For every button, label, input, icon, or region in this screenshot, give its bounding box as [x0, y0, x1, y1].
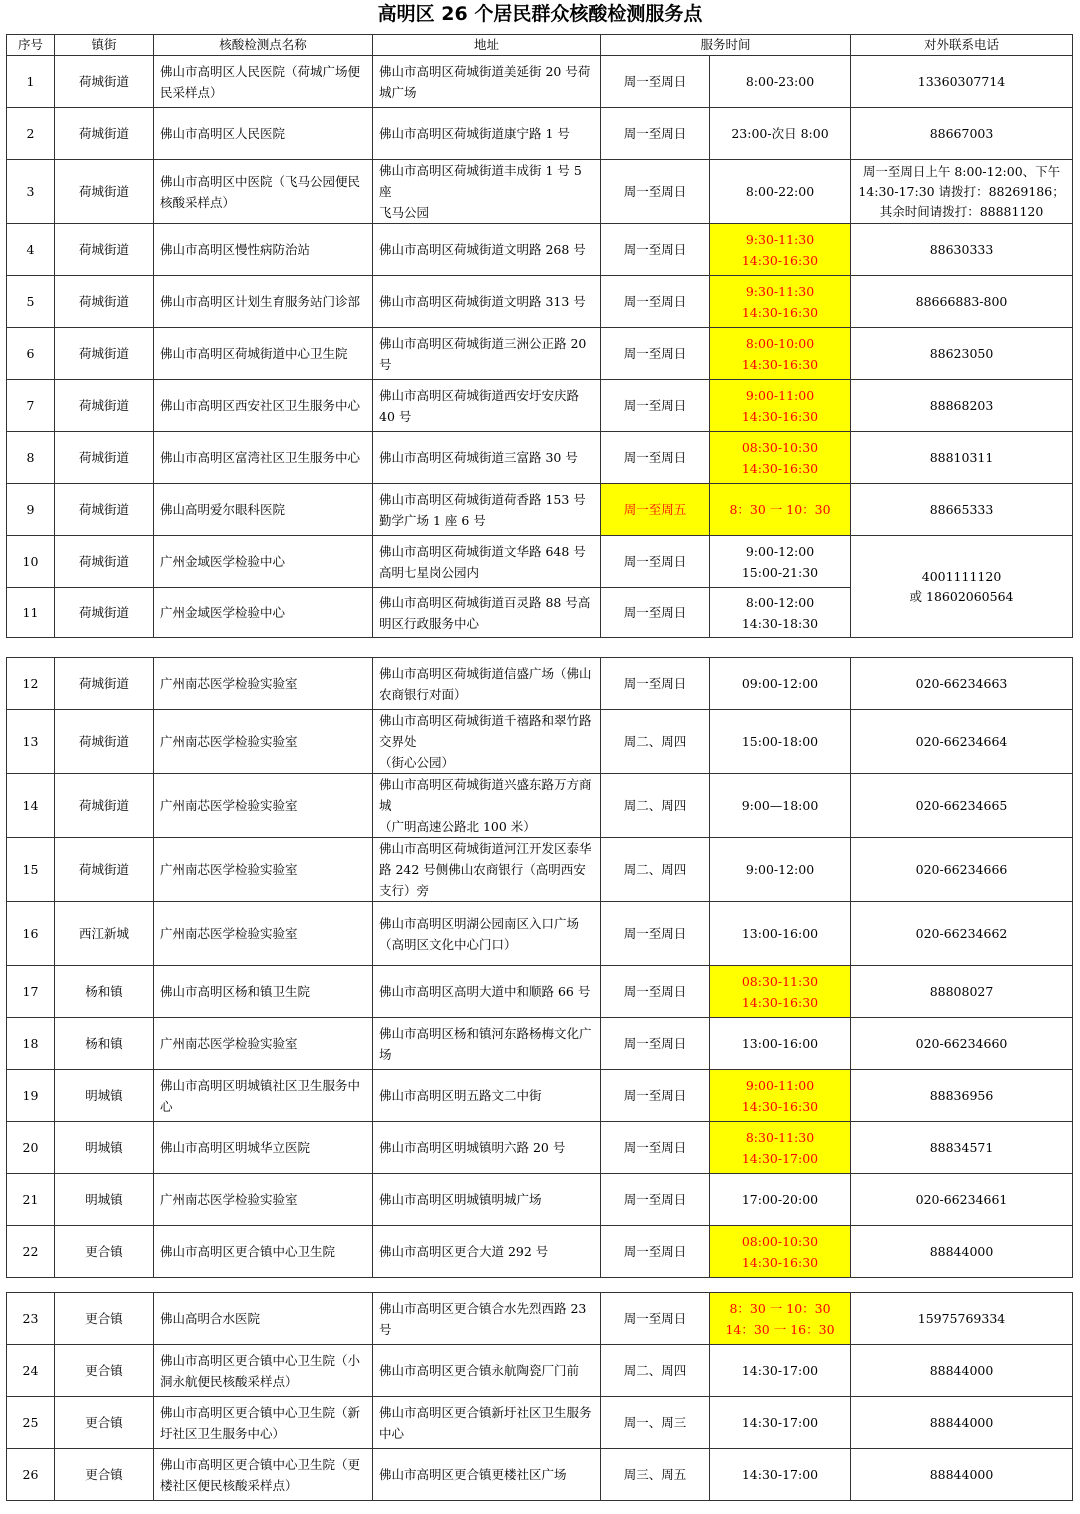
cell-site-name: 广州南芯医学检验实验室 — [154, 710, 373, 774]
cell-phone: 88844000 — [851, 1449, 1073, 1501]
cell-address: 佛山市高明区荷城街道康宁路 1 号 — [373, 108, 601, 160]
cell-address: 佛山市高明区更合镇新圩社区卫生服务中心 — [373, 1397, 601, 1449]
cell-time: 13:00-16:00 — [710, 1018, 851, 1070]
cell-days: 周二、周四 — [601, 1345, 710, 1397]
cell-days: 周一至周日 — [601, 1122, 710, 1174]
cell-time: 15:00-18:00 — [710, 710, 851, 774]
header-address: 地址 — [373, 35, 601, 56]
cell-address: 佛山市高明区明城镇明六路 20 号 — [373, 1122, 601, 1174]
cell-address: 佛山市高明区荷城街道美延街 20 号荷城广场 — [373, 56, 601, 108]
table-section-2 — [6, 657, 1073, 1278]
cell-address: 佛山市高明区荷城街道荷香路 153 号勤学广场 1 座 6 号 — [373, 484, 601, 536]
cell-days: 周一至周日 — [601, 1226, 710, 1278]
cell-seq: 2 — [7, 108, 55, 160]
cell-days: 周一至周日 — [601, 1018, 710, 1070]
table-row — [7, 658, 1073, 710]
cell-seq: 26 — [7, 1449, 55, 1501]
cell-address: 佛山市高明区荷城街道文明路 313 号 — [373, 276, 601, 328]
cell-site-name: 佛山市高明区明城华立医院 — [154, 1122, 373, 1174]
cell-seq: 7 — [7, 380, 55, 432]
cell-seq: 12 — [7, 658, 55, 710]
table-section-3 — [6, 1292, 1073, 1501]
cell-time: 08:30-10:30 14:30-16:30 — [710, 432, 851, 484]
cell-district: 荷城街道 — [55, 160, 154, 224]
cell-site-name: 广州南芯医学检验实验室 — [154, 774, 373, 838]
cell-days: 周二、周四 — [601, 710, 710, 774]
cell-site-name: 佛山市高明区更合镇中心卫生院 — [154, 1226, 373, 1278]
cell-district: 更合镇 — [55, 1449, 154, 1501]
cell-site-name: 广州南芯医学检验实验室 — [154, 1174, 373, 1226]
cell-phone: 020-66234663 — [851, 658, 1073, 710]
cell-address: 佛山市高明区荷城街道千禧路和翠竹路交界处 （街心公园） — [373, 710, 601, 774]
cell-seq: 23 — [7, 1293, 55, 1345]
cell-site-name: 佛山市高明区杨和镇卫生院 — [154, 966, 373, 1018]
header-row-1 — [7, 35, 1073, 56]
cell-seq: 25 — [7, 1397, 55, 1449]
header-phone: 对外联系电话 — [851, 35, 1073, 56]
cell-time: 9:00-12:00 — [710, 838, 851, 902]
cell-time: 8:30-11:30 14:30-17:00 — [710, 1122, 851, 1174]
table-row — [7, 902, 1073, 966]
cell-site-name: 广州金域医学检验中心 — [154, 588, 373, 638]
cell-time: 17:00-20:00 — [710, 1174, 851, 1226]
cell-seq: 13 — [7, 710, 55, 774]
cell-phone: 88630333 — [851, 224, 1073, 276]
cell-phone: 88665333 — [851, 484, 1073, 536]
cell-seq: 10 — [7, 536, 55, 588]
cell-site-name: 广州南芯医学检验实验室 — [154, 1018, 373, 1070]
cell-district: 更合镇 — [55, 1345, 154, 1397]
cell-seq: 21 — [7, 1174, 55, 1226]
cell-days: 周二、周四 — [601, 838, 710, 902]
cell-district: 荷城街道 — [55, 380, 154, 432]
cell-time: 13:00-16:00 — [710, 902, 851, 966]
cell-time: 9:30-11:30 14:30-16:30 — [710, 224, 851, 276]
cell-phone: 88623050 — [851, 328, 1073, 380]
table-row — [7, 1449, 1073, 1501]
cell-district: 荷城街道 — [55, 710, 154, 774]
cell-site-name: 佛山市高明区荷城街道中心卫生院 — [154, 328, 373, 380]
cell-district: 荷城街道 — [55, 838, 154, 902]
cell-site-name: 佛山市高明区富湾社区卫生服务中心 — [154, 432, 373, 484]
cell-address: 佛山市高明区荷城街道文华路 648 号高明七星岗公园内 — [373, 536, 601, 588]
cell-address: 佛山市高明区荷城街道兴盛东路万方商城 （广明高速公路北 100 米） — [373, 774, 601, 838]
cell-site-name: 佛山高明爱尔眼科医院 — [154, 484, 373, 536]
cell-seq: 9 — [7, 484, 55, 536]
testing-sites-table-1 — [6, 34, 1073, 638]
cell-days: 周一至周日 — [601, 380, 710, 432]
cell-time: 08:00-10:30 14:30-16:30 — [710, 1226, 851, 1278]
cell-site-name: 广州南芯医学检验实验室 — [154, 902, 373, 966]
cell-days: 周二、周四 — [601, 774, 710, 838]
cell-district: 荷城街道 — [55, 108, 154, 160]
cell-phone: 88844000 — [851, 1397, 1073, 1449]
cell-district: 明城镇 — [55, 1070, 154, 1122]
cell-time: 9:00-11:00 14:30-16:30 — [710, 380, 851, 432]
cell-address: 佛山市高明区荷城街道信盛广场（佛山农商银行对面） — [373, 658, 601, 710]
cell-days: 周一至周日 — [601, 536, 710, 588]
cell-phone: 88834571 — [851, 1122, 1073, 1174]
cell-time: 8:00-12:00 14:30-18:30 — [710, 588, 851, 638]
cell-days: 周一至周日 — [601, 160, 710, 224]
table-row — [7, 276, 1073, 328]
cell-seq: 17 — [7, 966, 55, 1018]
cell-address: 佛山市高明区荷城街道丰成街 1 号 5 座 飞马公园 — [373, 160, 601, 224]
cell-seq: 11 — [7, 588, 55, 638]
cell-time: 9:30-11:30 14:30-16:30 — [710, 276, 851, 328]
table-row — [7, 966, 1073, 1018]
cell-district: 荷城街道 — [55, 276, 154, 328]
cell-seq: 4 — [7, 224, 55, 276]
cell-district: 荷城街道 — [55, 224, 154, 276]
cell-seq: 3 — [7, 160, 55, 224]
table-row — [7, 774, 1073, 838]
cell-seq: 24 — [7, 1345, 55, 1397]
cell-district: 荷城街道 — [55, 588, 154, 638]
cell-days: 周三、周五 — [601, 1449, 710, 1501]
cell-seq: 19 — [7, 1070, 55, 1122]
cell-phone: 15975769334 — [851, 1293, 1073, 1345]
cell-days: 周一至周日 — [601, 432, 710, 484]
table-row — [7, 1018, 1073, 1070]
cell-seq: 16 — [7, 902, 55, 966]
cell-days: 周一至周日 — [601, 1174, 710, 1226]
table-row — [7, 1174, 1073, 1226]
cell-address: 佛山市高明区荷城街道文明路 268 号 — [373, 224, 601, 276]
cell-address: 佛山市高明区明湖公园南区入口广场 （高明区文化中心门口） — [373, 902, 601, 966]
cell-days: 周一至周日 — [601, 588, 710, 638]
cell-time: 9:00-12:00 15:00-21:30 — [710, 536, 851, 588]
cell-seq: 22 — [7, 1226, 55, 1278]
cell-phone: 88808027 — [851, 966, 1073, 1018]
cell-district: 荷城街道 — [55, 658, 154, 710]
cell-site-name: 佛山市高明区慢性病防治站 — [154, 224, 373, 276]
header-service-time: 服务时间 — [601, 35, 851, 56]
table-section-1 — [6, 34, 1073, 638]
cell-time: 08:30-11:30 14:30-16:30 — [710, 966, 851, 1018]
cell-days: 周一至周日 — [601, 276, 710, 328]
table-row — [7, 328, 1073, 380]
table-row — [7, 1070, 1073, 1122]
cell-seq: 18 — [7, 1018, 55, 1070]
cell-time: 14:30-17:00 — [710, 1449, 851, 1501]
cell-days: 周一至周日 — [601, 108, 710, 160]
page-title: 高明区 26 个居民群众核酸检测服务点 — [377, 3, 703, 25]
table-row — [7, 1226, 1073, 1278]
cell-district: 荷城街道 — [55, 536, 154, 588]
cell-days: 周一至周日 — [601, 56, 710, 108]
cell-time: 8：30 一 10：30 14：30 一 16：30 — [710, 1293, 851, 1345]
cell-days: 周一至周日 — [601, 966, 710, 1018]
cell-address: 佛山市高明区荷城街道百灵路 88 号高明区行政服务中心 — [373, 588, 601, 638]
cell-phone: 13360307714 — [851, 56, 1073, 108]
cell-address: 佛山市高明区荷城街道西安圩安庆路 40 号 — [373, 380, 601, 432]
cell-phone: 4001111120 或 18602060564 — [851, 536, 1073, 638]
cell-district: 荷城街道 — [55, 774, 154, 838]
cell-days: 周一至周日 — [601, 1293, 710, 1345]
cell-site-name: 佛山市高明区西安社区卫生服务中心 — [154, 380, 373, 432]
table-row — [7, 224, 1073, 276]
cell-site-name: 佛山市高明区明城镇社区卫生服务中心 — [154, 1070, 373, 1122]
cell-phone: 88667003 — [851, 108, 1073, 160]
table-row — [7, 1345, 1073, 1397]
cell-address: 佛山市高明区更合镇更楼社区广场 — [373, 1449, 601, 1501]
cell-time: 14:30-17:00 — [710, 1345, 851, 1397]
cell-phone: 周一至周日上午 8:00-12:00、下午 14:30-17:30 请拨打：88269186； 其余时间请拨打：88881120 — [851, 160, 1073, 224]
cell-time: 23:00-次日 8:00 — [710, 108, 851, 160]
cell-address: 佛山市高明区更合大道 292 号 — [373, 1226, 601, 1278]
cell-seq: 5 — [7, 276, 55, 328]
table-row — [7, 536, 1073, 588]
testing-sites-table-2 — [6, 657, 1073, 1278]
cell-seq: 14 — [7, 774, 55, 838]
table-row — [7, 56, 1073, 108]
cell-time: 8：30 一 10：30 — [710, 484, 851, 536]
cell-days: 周一至周日 — [601, 224, 710, 276]
cell-address: 佛山市高明区杨和镇河东路杨梅文化广场 — [373, 1018, 601, 1070]
cell-district: 荷城街道 — [55, 56, 154, 108]
cell-site-name: 广州南芯医学检验实验室 — [154, 658, 373, 710]
cell-phone: 88844000 — [851, 1226, 1073, 1278]
cell-phone: 88810311 — [851, 432, 1073, 484]
cell-days: 周一、周三 — [601, 1397, 710, 1449]
table-row — [7, 380, 1073, 432]
cell-seq: 15 — [7, 838, 55, 902]
cell-address: 佛山市高明区明城镇明城广场 — [373, 1174, 601, 1226]
cell-days: 周一至周日 — [601, 328, 710, 380]
cell-site-name: 佛山市高明区人民医院（荷城广场便民采样点） — [154, 56, 373, 108]
header-site-name: 核酸检测点名称 — [154, 35, 373, 56]
cell-district: 明城镇 — [55, 1122, 154, 1174]
cell-phone: 88666883-800 — [851, 276, 1073, 328]
cell-time: 09:00-12:00 — [710, 658, 851, 710]
table-row — [7, 1122, 1073, 1174]
cell-site-name: 佛山高明合水医院 — [154, 1293, 373, 1345]
header-district: 镇街 — [55, 35, 154, 56]
cell-address: 佛山市高明区荷城街道三洲公正路 20 号 — [373, 328, 601, 380]
cell-days: 周一至周日 — [601, 658, 710, 710]
cell-time: 8:00-10:00 14:30-16:30 — [710, 328, 851, 380]
cell-site-name: 广州金域医学检验中心 — [154, 536, 373, 588]
cell-seq: 20 — [7, 1122, 55, 1174]
cell-phone: 020-66234662 — [851, 902, 1073, 966]
cell-district: 明城镇 — [55, 1174, 154, 1226]
cell-district: 荷城街道 — [55, 432, 154, 484]
cell-address: 佛山市高明区更合镇合水先烈西路 23 号 — [373, 1293, 601, 1345]
cell-phone: 020-66234661 — [851, 1174, 1073, 1226]
table-row — [7, 1293, 1073, 1345]
cell-address: 佛山市高明区高明大道中和顺路 66 号 — [373, 966, 601, 1018]
header-seq: 序号 — [7, 35, 55, 56]
cell-site-name: 佛山市高明区计划生育服务站门诊部 — [154, 276, 373, 328]
table-row — [7, 838, 1073, 902]
cell-phone: 88868203 — [851, 380, 1073, 432]
cell-site-name: 佛山市高明区中医院（飞马公园便民核酸采样点） — [154, 160, 373, 224]
cell-time: 9:00-11:00 14:30-16:30 — [710, 1070, 851, 1122]
table-row — [7, 160, 1073, 224]
cell-address: 佛山市高明区明五路文二中街 — [373, 1070, 601, 1122]
cell-seq: 6 — [7, 328, 55, 380]
cell-days: 周一至周日 — [601, 902, 710, 966]
cell-site-name: 佛山市高明区更合镇中心卫生院（新圩社区卫生服务中心） — [154, 1397, 373, 1449]
cell-district: 西江新城 — [55, 902, 154, 966]
cell-days: 周一至周日 — [601, 1070, 710, 1122]
cell-address: 佛山市高明区更合镇永航陶瓷厂门前 — [373, 1345, 601, 1397]
cell-time: 14:30-17:00 — [710, 1397, 851, 1449]
cell-address: 佛山市高明区荷城街道三富路 30 号 — [373, 432, 601, 484]
cell-district: 杨和镇 — [55, 966, 154, 1018]
cell-site-name: 佛山市高明区更合镇中心卫生院（更楼社区便民核酸采样点） — [154, 1449, 373, 1501]
cell-phone: 88836956 — [851, 1070, 1073, 1122]
cell-district: 杨和镇 — [55, 1018, 154, 1070]
table-row — [7, 484, 1073, 536]
table-row — [7, 710, 1073, 774]
cell-phone: 88844000 — [851, 1345, 1073, 1397]
cell-district: 更合镇 — [55, 1226, 154, 1278]
cell-site-name: 佛山市高明区更合镇中心卫生院（小洞永航便民核酸采样点） — [154, 1345, 373, 1397]
cell-time: 8:00-22:00 — [710, 160, 851, 224]
cell-district: 更合镇 — [55, 1293, 154, 1345]
cell-site-name: 佛山市高明区人民医院 — [154, 108, 373, 160]
cell-time: 9:00—18:00 — [710, 774, 851, 838]
table-row — [7, 1397, 1073, 1449]
cell-district: 更合镇 — [55, 1397, 154, 1449]
cell-district: 荷城街道 — [55, 328, 154, 380]
cell-time: 8:00-23:00 — [710, 56, 851, 108]
cell-phone: 020-66234666 — [851, 838, 1073, 902]
cell-seq: 8 — [7, 432, 55, 484]
table-row — [7, 108, 1073, 160]
cell-phone: 020-66234660 — [851, 1018, 1073, 1070]
cell-days: 周一至周五 — [601, 484, 710, 536]
testing-sites-table-3 — [6, 1292, 1073, 1501]
table-row — [7, 432, 1073, 484]
cell-district: 荷城街道 — [55, 484, 154, 536]
cell-site-name: 广州南芯医学检验实验室 — [154, 838, 373, 902]
cell-address: 佛山市高明区荷城街道河江开发区泰华路 242 号侧佛山农商银行（高明西安支行）旁 — [373, 838, 601, 902]
cell-phone: 020-66234664 — [851, 710, 1073, 774]
cell-seq: 1 — [7, 56, 55, 108]
cell-phone: 020-66234665 — [851, 774, 1073, 838]
